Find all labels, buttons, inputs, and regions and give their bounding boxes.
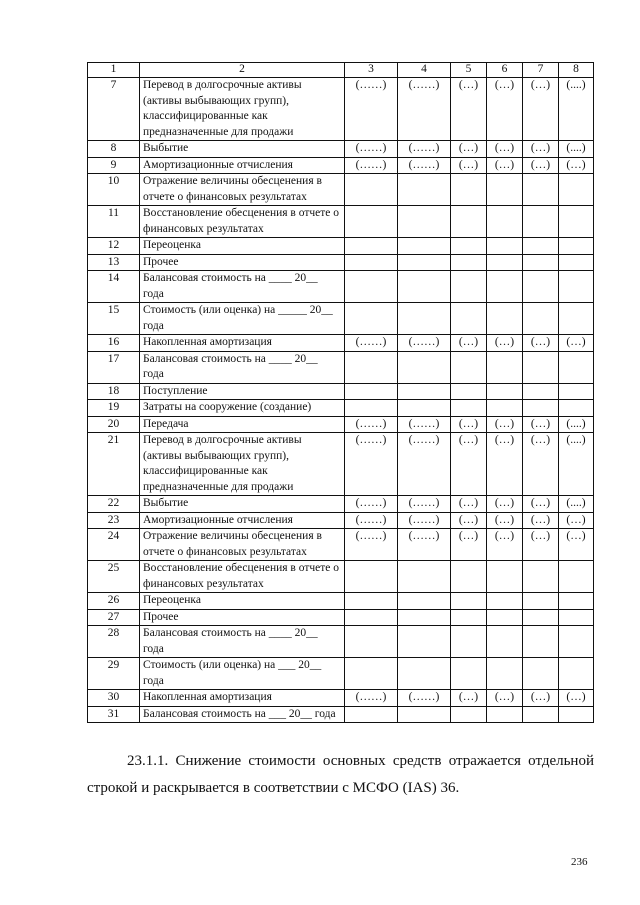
row-number: 22 — [88, 496, 140, 513]
value-cell: (…) — [451, 512, 487, 529]
value-cell — [523, 254, 559, 271]
value-cell — [559, 561, 594, 593]
value-cell: (……) — [398, 690, 451, 707]
value-cell: (…) — [523, 141, 559, 158]
value-cell: (…) — [487, 496, 523, 513]
value-cell — [523, 626, 559, 658]
table-row — [88, 626, 594, 658]
value-cell: (…) — [451, 416, 487, 433]
value-cell: (....) — [559, 496, 594, 513]
value-cell: (……) — [345, 496, 398, 513]
value-cell: (……) — [345, 141, 398, 158]
value-cell — [487, 609, 523, 626]
value-cell: (…) — [487, 512, 523, 529]
value-cell: (……) — [398, 157, 451, 174]
value-cell — [487, 254, 523, 271]
column-header: 7 — [523, 63, 559, 78]
row-description: Перевод в долгосрочные активы (активы выбывающих групп), классифицированные как предназначенные для продажи — [140, 78, 345, 141]
value-cell — [523, 383, 559, 400]
value-cell — [487, 174, 523, 206]
column-header: 8 — [559, 63, 594, 78]
row-number: 30 — [88, 690, 140, 707]
value-cell — [523, 238, 559, 255]
value-cell — [559, 400, 594, 417]
row-number: 9 — [88, 157, 140, 174]
value-cell: (…) — [451, 335, 487, 352]
value-cell — [451, 658, 487, 690]
page-number: 236 — [571, 856, 588, 868]
value-cell: (……) — [345, 433, 398, 496]
row-number: 11 — [88, 206, 140, 238]
row-description: Прочее — [140, 254, 345, 271]
value-cell: (……) — [398, 416, 451, 433]
row-description: Стоимость (или оценка) на _____ 20__ года — [140, 303, 345, 335]
table-row — [88, 206, 594, 238]
value-cell: (....) — [559, 433, 594, 496]
value-cell: (....) — [559, 78, 594, 141]
value-cell — [345, 351, 398, 383]
value-cell — [345, 706, 398, 723]
row-description: Балансовая стоимость на ___ 20__ года — [140, 706, 345, 723]
row-number: 16 — [88, 335, 140, 352]
value-cell — [451, 626, 487, 658]
table-row — [88, 658, 594, 690]
row-description: Отражение величины обесценения в отчете о финансовых результатах — [140, 529, 345, 561]
value-cell: (……) — [345, 157, 398, 174]
value-cell: (……) — [398, 512, 451, 529]
value-cell — [559, 254, 594, 271]
value-cell — [398, 609, 451, 626]
value-cell — [345, 254, 398, 271]
value-cell — [451, 561, 487, 593]
value-cell: (……) — [345, 512, 398, 529]
row-number: 13 — [88, 254, 140, 271]
value-cell — [487, 271, 523, 303]
value-cell — [559, 271, 594, 303]
value-cell: (…) — [523, 512, 559, 529]
value-cell: (…) — [487, 141, 523, 158]
value-cell: (…) — [451, 78, 487, 141]
value-cell — [345, 593, 398, 610]
value-cell: (…) — [451, 496, 487, 513]
row-number: 20 — [88, 416, 140, 433]
table-header-row — [88, 63, 594, 78]
value-cell — [559, 626, 594, 658]
table-body — [88, 78, 594, 723]
value-cell — [451, 174, 487, 206]
value-cell — [487, 303, 523, 335]
table-row — [88, 690, 594, 707]
value-cell — [345, 174, 398, 206]
value-cell — [398, 174, 451, 206]
row-description: Амортизационные отчисления — [140, 157, 345, 174]
table-row — [88, 416, 594, 433]
value-cell — [559, 303, 594, 335]
table-row — [88, 303, 594, 335]
value-cell — [487, 238, 523, 255]
value-cell: (…) — [487, 78, 523, 141]
value-cell — [451, 206, 487, 238]
value-cell: (……) — [398, 141, 451, 158]
table-row — [88, 706, 594, 723]
row-number: 25 — [88, 561, 140, 593]
value-cell: (…) — [523, 416, 559, 433]
value-cell — [398, 400, 451, 417]
value-cell: (……) — [398, 496, 451, 513]
value-cell — [523, 303, 559, 335]
row-description: Прочее — [140, 609, 345, 626]
value-cell — [487, 593, 523, 610]
value-cell: (……) — [345, 335, 398, 352]
value-cell — [451, 609, 487, 626]
row-description: Переоценка — [140, 238, 345, 255]
value-cell: (…) — [559, 512, 594, 529]
column-header: 4 — [398, 63, 451, 78]
table-row — [88, 433, 594, 496]
value-cell — [559, 658, 594, 690]
value-cell: (……) — [345, 78, 398, 141]
value-cell: (....) — [559, 141, 594, 158]
row-number: 29 — [88, 658, 140, 690]
value-cell: (…) — [487, 157, 523, 174]
row-number: 8 — [88, 141, 140, 158]
table-row — [88, 174, 594, 206]
row-number: 28 — [88, 626, 140, 658]
row-number: 18 — [88, 383, 140, 400]
value-cell: (…) — [451, 141, 487, 158]
table-row — [88, 561, 594, 593]
column-header: 1 — [88, 63, 140, 78]
row-description: Переоценка — [140, 593, 345, 610]
value-cell — [487, 626, 523, 658]
value-cell: (……) — [345, 416, 398, 433]
value-cell — [345, 626, 398, 658]
value-cell — [559, 174, 594, 206]
row-description: Балансовая стоимость на ____ 20__ года — [140, 351, 345, 383]
value-cell — [523, 174, 559, 206]
value-cell — [523, 400, 559, 417]
value-cell — [345, 303, 398, 335]
value-cell — [451, 351, 487, 383]
value-cell — [451, 254, 487, 271]
value-cell — [487, 206, 523, 238]
value-cell: (…) — [451, 433, 487, 496]
row-description: Амортизационные отчисления — [140, 512, 345, 529]
column-header: 5 — [451, 63, 487, 78]
value-cell — [398, 658, 451, 690]
column-header: 6 — [487, 63, 523, 78]
value-cell — [523, 593, 559, 610]
value-cell — [523, 206, 559, 238]
row-number: 26 — [88, 593, 140, 610]
row-description: Накопленная амортизация — [140, 335, 345, 352]
row-number: 14 — [88, 271, 140, 303]
value-cell: (…) — [487, 416, 523, 433]
row-number: 23 — [88, 512, 140, 529]
row-description: Выбытие — [140, 496, 345, 513]
value-cell — [451, 238, 487, 255]
value-cell: (……) — [398, 335, 451, 352]
value-cell: (……) — [398, 529, 451, 561]
row-description: Накопленная амортизация — [140, 690, 345, 707]
column-header: 2 — [140, 63, 345, 78]
row-description: Стоимость (или оценка) на ___ 20__ года — [140, 658, 345, 690]
value-cell: (…) — [523, 433, 559, 496]
value-cell: (…) — [523, 496, 559, 513]
row-number: 21 — [88, 433, 140, 496]
row-number: 24 — [88, 529, 140, 561]
row-number: 17 — [88, 351, 140, 383]
value-cell: (…) — [487, 335, 523, 352]
row-description: Перевод в долгосрочные активы (активы выбывающих групп), классифицированные как предназначенные для продажи — [140, 433, 345, 496]
row-number: 7 — [88, 78, 140, 141]
value-cell — [487, 658, 523, 690]
value-cell — [345, 400, 398, 417]
value-cell — [523, 351, 559, 383]
value-cell — [345, 238, 398, 255]
value-cell — [523, 561, 559, 593]
table-row — [88, 335, 594, 352]
table-row — [88, 238, 594, 255]
row-description: Балансовая стоимость на ____ 20__ года — [140, 271, 345, 303]
table-row — [88, 254, 594, 271]
value-cell — [487, 351, 523, 383]
value-cell — [451, 400, 487, 417]
value-cell — [523, 658, 559, 690]
value-cell — [345, 206, 398, 238]
value-cell — [559, 609, 594, 626]
value-cell — [451, 303, 487, 335]
table-row — [88, 351, 594, 383]
row-number: 27 — [88, 609, 140, 626]
value-cell — [345, 383, 398, 400]
value-cell — [398, 303, 451, 335]
value-cell: (…) — [451, 529, 487, 561]
row-description: Отражение величины обесценения в отчете о финансовых результатах — [140, 174, 345, 206]
value-cell — [398, 383, 451, 400]
column-header: 3 — [345, 63, 398, 78]
value-cell — [487, 561, 523, 593]
value-cell — [345, 561, 398, 593]
value-cell — [523, 271, 559, 303]
table-row — [88, 271, 594, 303]
table-row — [88, 512, 594, 529]
table-row — [88, 529, 594, 561]
body-paragraph: 23.1.1. Снижение стоимости основных средств отражается отдельной строкой и раскрывается в соответствии с МСФО (IAS) 36. — [87, 753, 594, 796]
table-row — [88, 593, 594, 610]
row-description: Затраты на сооружение (создание) — [140, 400, 345, 417]
value-cell: (……) — [345, 690, 398, 707]
assets-table — [87, 62, 594, 723]
value-cell — [523, 609, 559, 626]
value-cell — [487, 400, 523, 417]
value-cell — [559, 706, 594, 723]
table-row — [88, 78, 594, 141]
value-cell — [398, 254, 451, 271]
value-cell: (…) — [451, 157, 487, 174]
value-cell — [398, 626, 451, 658]
value-cell — [345, 609, 398, 626]
row-description: Восстановление обесценения в отчете о финансовых результатах — [140, 206, 345, 238]
value-cell: (…) — [487, 529, 523, 561]
table-row — [88, 141, 594, 158]
value-cell — [451, 383, 487, 400]
value-cell: (....) — [559, 416, 594, 433]
row-description: Балансовая стоимость на ____ 20__ года — [140, 626, 345, 658]
value-cell — [451, 593, 487, 610]
value-cell: (…) — [559, 335, 594, 352]
row-description: Передача — [140, 416, 345, 433]
row-number: 31 — [88, 706, 140, 723]
value-cell: (…) — [451, 690, 487, 707]
value-cell — [559, 593, 594, 610]
value-cell — [398, 561, 451, 593]
table-row — [88, 496, 594, 513]
value-cell: (……) — [398, 433, 451, 496]
table-row — [88, 609, 594, 626]
row-description: Восстановление обесценения в отчете о финансовых результатах — [140, 561, 345, 593]
row-description: Выбытие — [140, 141, 345, 158]
value-cell — [345, 271, 398, 303]
value-cell: (…) — [559, 529, 594, 561]
value-cell: (…) — [487, 690, 523, 707]
value-cell: (…) — [559, 690, 594, 707]
value-cell — [451, 706, 487, 723]
value-cell: (…) — [559, 157, 594, 174]
value-cell — [398, 706, 451, 723]
value-cell: (……) — [345, 529, 398, 561]
value-cell: (…) — [523, 529, 559, 561]
value-cell — [398, 351, 451, 383]
value-cell: (……) — [398, 78, 451, 141]
value-cell — [451, 271, 487, 303]
value-cell — [398, 593, 451, 610]
table-row — [88, 383, 594, 400]
value-cell: (…) — [523, 690, 559, 707]
value-cell: (…) — [487, 433, 523, 496]
value-cell — [559, 383, 594, 400]
value-cell — [559, 351, 594, 383]
value-cell — [523, 706, 559, 723]
value-cell — [345, 658, 398, 690]
value-cell — [398, 206, 451, 238]
value-cell: (…) — [523, 78, 559, 141]
value-cell: (…) — [523, 157, 559, 174]
value-cell — [398, 238, 451, 255]
row-number: 12 — [88, 238, 140, 255]
value-cell: (…) — [523, 335, 559, 352]
value-cell — [559, 238, 594, 255]
table-row — [88, 400, 594, 417]
row-number: 10 — [88, 174, 140, 206]
row-description: Поступление — [140, 383, 345, 400]
value-cell — [398, 271, 451, 303]
table-row — [88, 157, 594, 174]
value-cell — [487, 383, 523, 400]
row-number: 19 — [88, 400, 140, 417]
value-cell — [487, 706, 523, 723]
row-number: 15 — [88, 303, 140, 335]
value-cell — [559, 206, 594, 238]
